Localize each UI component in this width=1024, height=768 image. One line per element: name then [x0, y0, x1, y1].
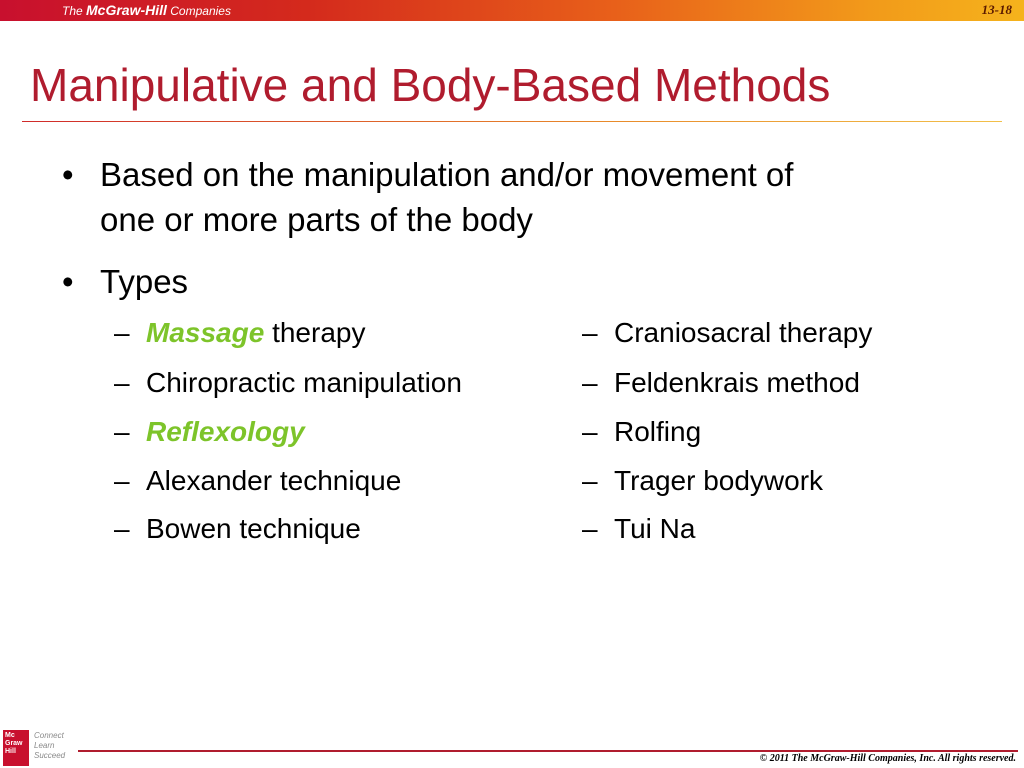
bullet-text: Types	[100, 263, 189, 300]
type-item: – Chiropractic manipulation	[114, 367, 462, 398]
brand-bar	[0, 0, 1024, 21]
slide-number: 13-18	[981, 2, 1012, 17]
type-item: – Tui Na	[582, 513, 696, 544]
bullet-marker: •	[62, 156, 74, 193]
mcgraw-hill-logo: Mc Graw Hill	[3, 730, 29, 766]
type-item: – Rolfing	[582, 416, 702, 447]
footer-divider	[78, 750, 1018, 752]
bullet-text: Based on the manipulation and/or movement of one or more parts of the body	[100, 156, 794, 238]
type-item: – Craniosacral therapy	[582, 317, 873, 348]
copyright-notice: © 2011 The McGraw-Hill Companies, Inc. All rights reserved.	[759, 753, 1016, 764]
type-item: – Bowen technique	[114, 513, 361, 544]
type-item: – Trager bodywork	[582, 465, 824, 496]
slide-title: Manipulative and Body-Based Methods	[30, 59, 831, 111]
bullet-marker: •	[62, 263, 74, 300]
brand-logo: The McGraw-Hill Companies	[62, 2, 231, 18]
type-item: – Massage therapy	[114, 317, 366, 348]
type-item: – Reflexology	[114, 416, 305, 447]
type-item: – Alexander technique	[114, 465, 402, 496]
type-item: – Feldenkrais method	[582, 367, 860, 398]
title-divider	[22, 121, 1002, 122]
logo-tagline: Connect Learn Succeed	[34, 731, 66, 760]
